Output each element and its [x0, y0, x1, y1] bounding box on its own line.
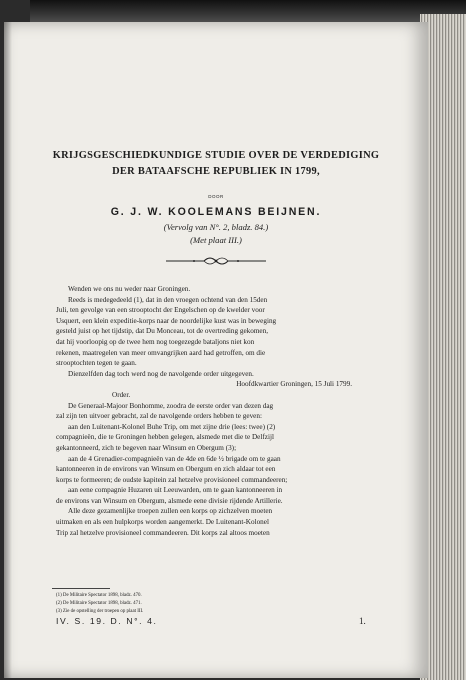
body-line: Juli, ten gevolge van een strooptocht der Engelschen op de kwelder voor	[56, 306, 265, 315]
body-line: gesteld juist op het tijdstip, dat Du Monceau, tot de overtreding gekomen,	[56, 327, 268, 336]
body-line: korps te formeeren; de oudste kapitein zal hetzelve provisioneel commandeeren;	[56, 475, 288, 484]
body-line: Usquert, een klein expeditie-korps naar de noordelijke kust was in beweging	[56, 316, 277, 325]
body-line: rekenen, maatregelen van meer omvangrijken aard had getroffen, om die	[56, 348, 266, 357]
body-line: de environs van Winsum en Obergum, alsmede eene divisie rijdende Artillerie.	[56, 496, 283, 505]
continuation-note: (Vervolg van N°. 2, bladz. 84.)	[163, 222, 269, 232]
body-line: Hoofdkwartier Groningen, 15 Juli 1799.	[236, 380, 352, 389]
author-name: G. J. W. KOOLEMANS BEIJNEN.	[110, 206, 322, 218]
footnotes	[56, 592, 336, 616]
footnote: (3) Zie de opstelling der troepen op plaat III.	[56, 609, 144, 614]
body-line: dat hij voorloopig op de twee hem nog toegezegde bataljons niet kon	[56, 337, 255, 346]
gutter-shadow	[4, 22, 12, 678]
body-line: strooptochten tegen te gaan.	[56, 359, 137, 368]
body-line: aan de 4 Grenadier-compagnieën van de 4de en 6de ½ brigade om te gaan	[68, 454, 281, 463]
signature-mark: IV. S. 19. D. N°. 4.	[56, 616, 158, 626]
body-line: De Generaal-Majoor Bonhomme, zoodra de eerste order van dezen dag	[68, 401, 274, 410]
footnote-rule	[52, 588, 110, 589]
body-line: compagnieën, die te Groningen hebben gelegen, alsmede met die te Delfzijl	[56, 433, 274, 442]
body-line: aan eene compagnie Huzaren uit Leeuwarden, om te gaan kantonneeren in	[68, 486, 283, 495]
page	[4, 22, 428, 678]
body-line: gekantonneerd, zich te begeven naar Winsum en Obergum (3);	[56, 443, 237, 452]
article-title-line-1: KRIJGSGESCHIEDKUNDIGE STUDIE OVER DE VERDEDIGING	[52, 150, 380, 161]
body-line: Dienzelfden dag toch werd nog de navolgende order uitgegeven.	[68, 369, 254, 378]
plate-note: (Met plaat III.)	[190, 235, 242, 245]
body-line: zal zijn ten uitvoer gebracht, zal de navolgende orders hebben te geven:	[56, 412, 262, 421]
page-number: 1.	[359, 616, 366, 626]
body-line: Trip zal hetzelve provisioneel commandeeren. Dit korps zal altoos moeten	[56, 528, 270, 537]
body-text	[56, 284, 356, 538]
body-line: kantonneeren in de environs van Winsum en Obergum en zich aldaar tot een	[56, 465, 276, 474]
body-line: Alle deze gezamenlijke troepen zullen een korps op zichzelven moeten	[68, 507, 273, 516]
body-line: aan den Luitenant-Kolonel Buhe Trip, om met zijne drie (lees: twee) (2)	[68, 422, 276, 431]
byline-door: DOOR	[208, 194, 224, 199]
body-line: uitmaken en als een hulpkorps worden aangemerkt. De Luitenant-Kolonel	[56, 518, 269, 527]
body-line: Wenden we ons nu weder naar Groningen.	[68, 285, 191, 293]
body-line: Reeds is medegedeeld (1), dat in den vroegen ochtend van den 15den	[68, 295, 268, 304]
footnote: (1) De Militaire Spectator 1898, bladz. 470.	[56, 593, 142, 598]
body-line: Order.	[112, 390, 131, 399]
article-title-line-2: DER BATAAFSCHE REPUBLIEK IN 1799,	[112, 166, 320, 177]
ornament-divider-icon	[164, 256, 268, 266]
footnote: (2) De Militaire Spectator 1898, bladz. 471.	[56, 601, 142, 606]
